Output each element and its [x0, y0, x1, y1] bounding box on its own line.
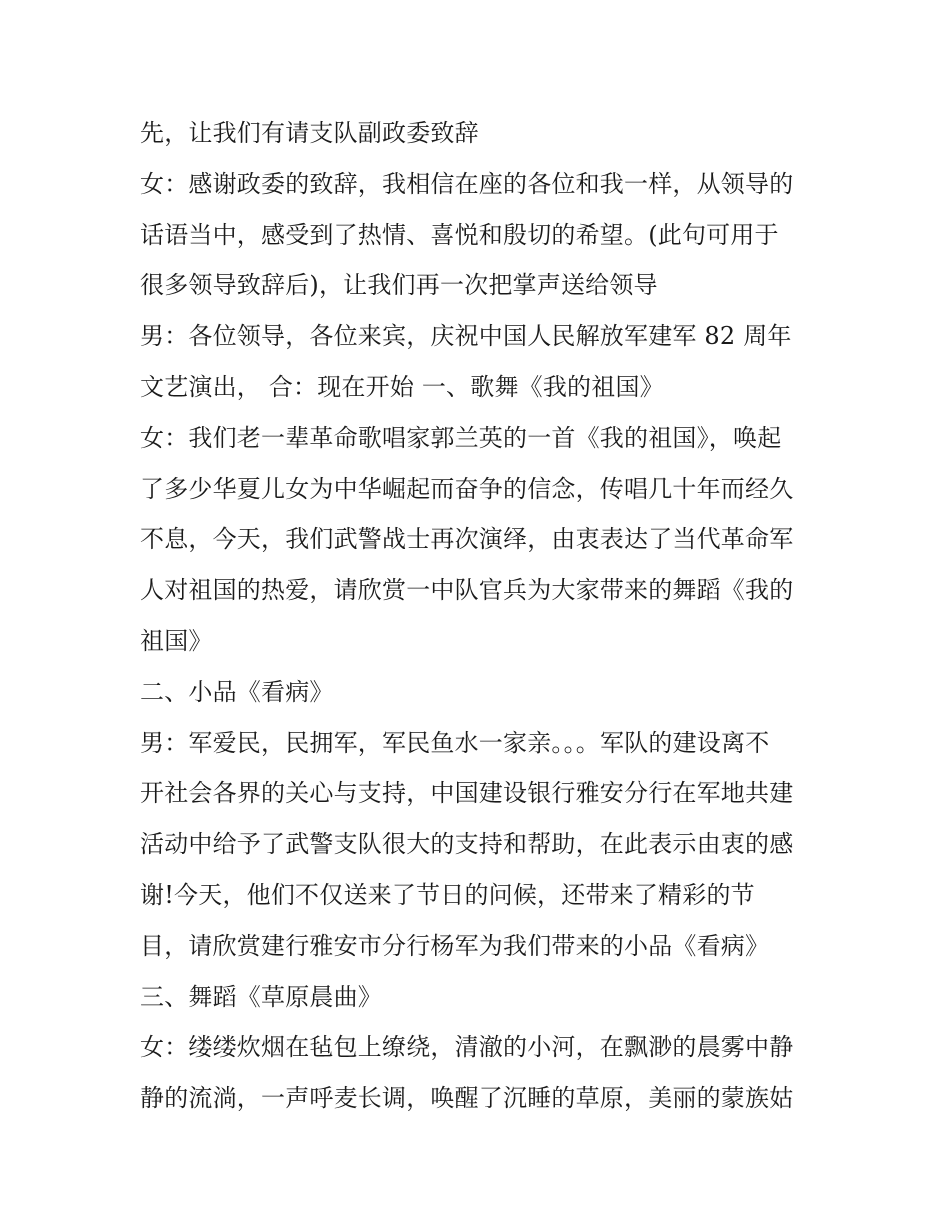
text-line-4: 很多领导致辞后)，让我们再一次把掌声送给领导 [140, 271, 658, 300]
text-line-11: 祖国》 [140, 626, 213, 655]
text-line-16: 谢!今天，他们不仅送来了节日的问候，还带来了精彩的节 [140, 880, 755, 909]
text-line-17: 目，请欣赏建行雅安市分行杨军为我们带来的小品《看病》 [140, 931, 770, 960]
text-line-9: 不息，今天，我们武警战士再次演绎，由衷表达了当代革命军 [140, 525, 794, 554]
text-line-2: 女：感谢政委的致辞，我相信在座的各位和我一样，从领导的 [140, 169, 794, 198]
text-line-1: 先，让我们有请支队副政委致辞 [140, 119, 479, 147]
text-line-6: 文艺演出， 合：现在开始 一、歌舞《我的祖国》 [140, 372, 664, 401]
text-line-8: 了多少华夏儿女为中华崛起而奋争的信念，传唱几十年而经久 [140, 474, 794, 503]
text-line-15: 活动中给予了武警支队很大的支持和帮助，在此表示由衷的感 [140, 830, 794, 859]
text-line-20: 静的流淌，一声呼麦长调，唤醒了沉睡的草原，美丽的蒙族姑 [140, 1084, 794, 1113]
section-heading-3: 三、舞蹈《草原晨曲》 [140, 982, 382, 1011]
document-body [140, 108, 820, 1124]
text-line-14: 开社会各界的关心与支持，中国建设银行雅安分行在军地共建 [140, 779, 794, 808]
text-line-3: 话语当中，感受到了热情、喜悦和殷切的希望。(此句可用于 [140, 220, 779, 249]
text-line-13: 男：军爱民，民拥军，军民鱼水一家亲。。。军队的建设离不 [140, 728, 770, 757]
text-line-7: 女：我们老一辈革命歌唱家郭兰英的一首《我的祖国》，唤起 [140, 423, 782, 452]
text-line-19: 女：缕缕炊烟在毡包上缭绕，清澈的小河，在飘渺的晨雾中静 [140, 1033, 794, 1062]
text-line-10: 人对祖国的热爱，请欣赏一中队官兵为大家带来的舞蹈《我的 [140, 576, 794, 605]
text-line-5: 男：各位领导，各位来宾，庆祝中国人民解放军建军 82 周年 [140, 322, 792, 351]
section-heading-2: 二、小品《看病》 [140, 677, 334, 706]
